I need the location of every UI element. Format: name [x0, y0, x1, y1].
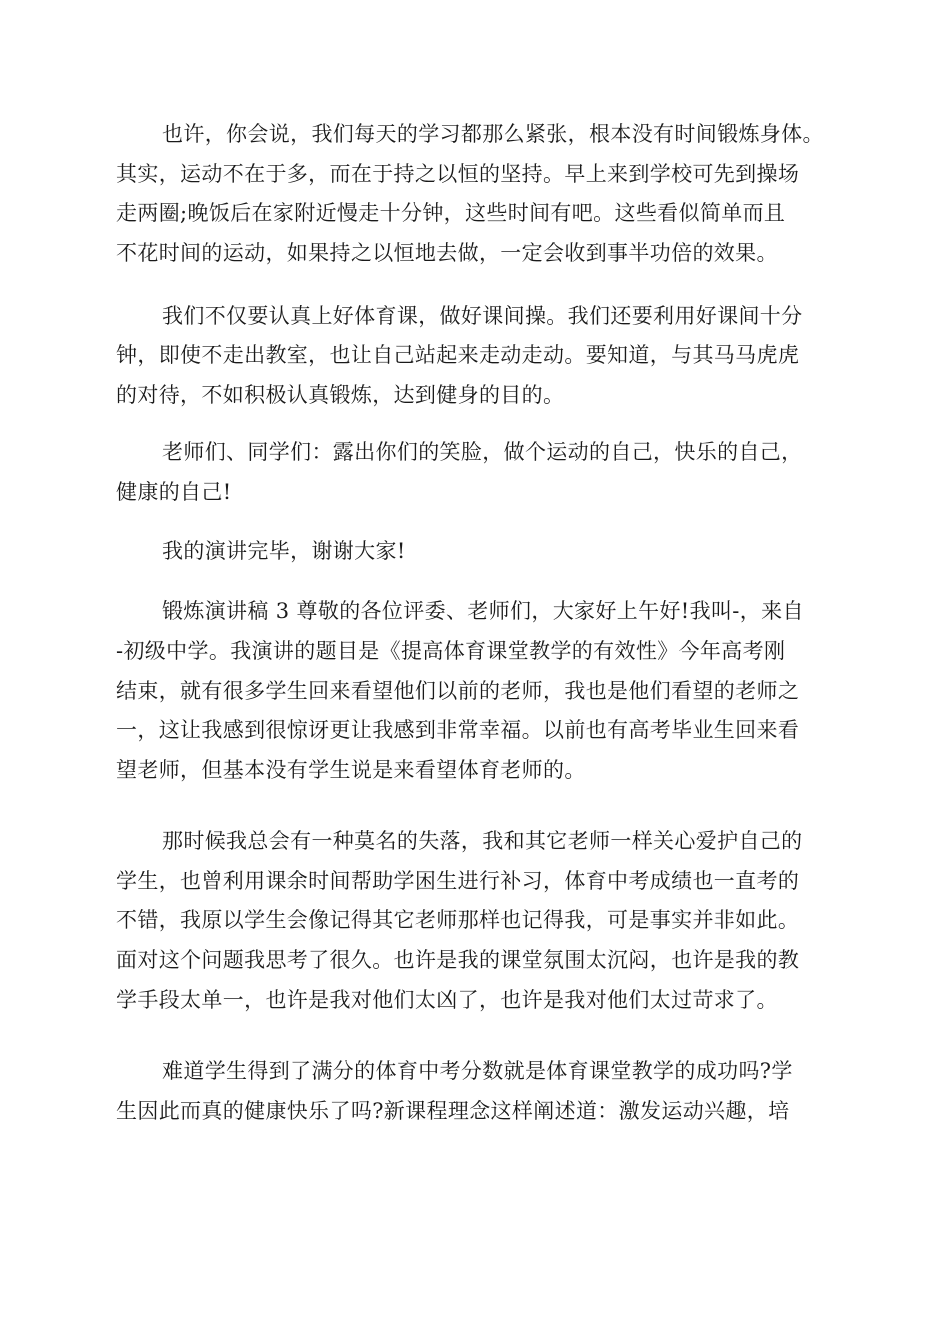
paragraph-line: 望老师，但基本没有学生说是来看望体育老师的。 [116, 758, 586, 782]
paragraph-line: 生因此而真的健康快乐了吗?新课程理念这样阐述道：激发运动兴趣，培 [116, 1099, 790, 1123]
paragraph-line: 健康的自己! [116, 480, 232, 504]
paragraph-line: 不错，我原以学生会像记得其它老师那样也记得我，可是事实并非如此。 [116, 908, 800, 932]
paragraph-line: 难道学生得到了满分的体育中考分数就是体育课堂教学的成功吗?学 [162, 1059, 793, 1083]
paragraph-line: 走两圈;晚饭后在家附近慢走十分钟，这些时间有吧。这些看似简单而且 [116, 201, 786, 225]
paragraph-line: 学生，也曾利用课余时间帮助学困生进行补习，体育中考成绩也一直考的 [116, 869, 800, 893]
paragraph-line: 结束，就有很多学生回来看望他们以前的老师，我也是他们看望的老师之 [116, 679, 800, 703]
paragraph-line: 其实，运动不在于多，而在于持之以恒的坚持。早上来到学校可先到操场 [116, 162, 800, 186]
paragraph-line: 也许，你会说，我们每天的学习都那么紧张，根本没有时间锻炼身体。 [162, 122, 824, 146]
paragraph-line: 锻炼演讲稿 3 尊敬的各位评委、老师们，大家好上午好!我叫-，来自 [162, 599, 804, 623]
paragraph-line: -初级中学。我演讲的题目是《提高体育课堂教学的有效性》今年高考刚 [116, 639, 786, 663]
paragraph-line: 那时候我总会有一种莫名的失落，我和其它老师一样关心爱护自己的 [162, 829, 803, 853]
paragraph-line: 老师们、同学们：露出你们的笑脸，做个运动的自己，快乐的自己， [162, 440, 803, 464]
paragraph-line: 我们不仅要认真上好体育课，做好课间操。我们还要利用好课间十分 [162, 304, 803, 328]
paragraph-line: 面对这个问题我思考了很久。也许是我的课堂氛围太沉闷，也许是我的教 [116, 948, 800, 972]
paragraph-line: 一，这让我感到很惊讶更让我感到非常幸福。以前也有高考毕业生回来看 [116, 718, 800, 742]
paragraph-line: 的对待，不如积极认真锻炼，达到健身的目的。 [116, 383, 565, 407]
paragraph-line: 我的演讲完毕，谢谢大家! [162, 539, 406, 563]
paragraph-line: 学手段太单一，也许是我对他们太凶了，也许是我对他们太过苛求了。 [116, 988, 778, 1012]
paragraph-line: 钟，即使不走出教室，也让自己站起来走动走动。要知道，与其马马虎虎 [116, 343, 800, 367]
paragraph-line: 不花时间的运动，如果持之以恒地去做，一定会收到事半功倍的效果。 [116, 241, 778, 265]
